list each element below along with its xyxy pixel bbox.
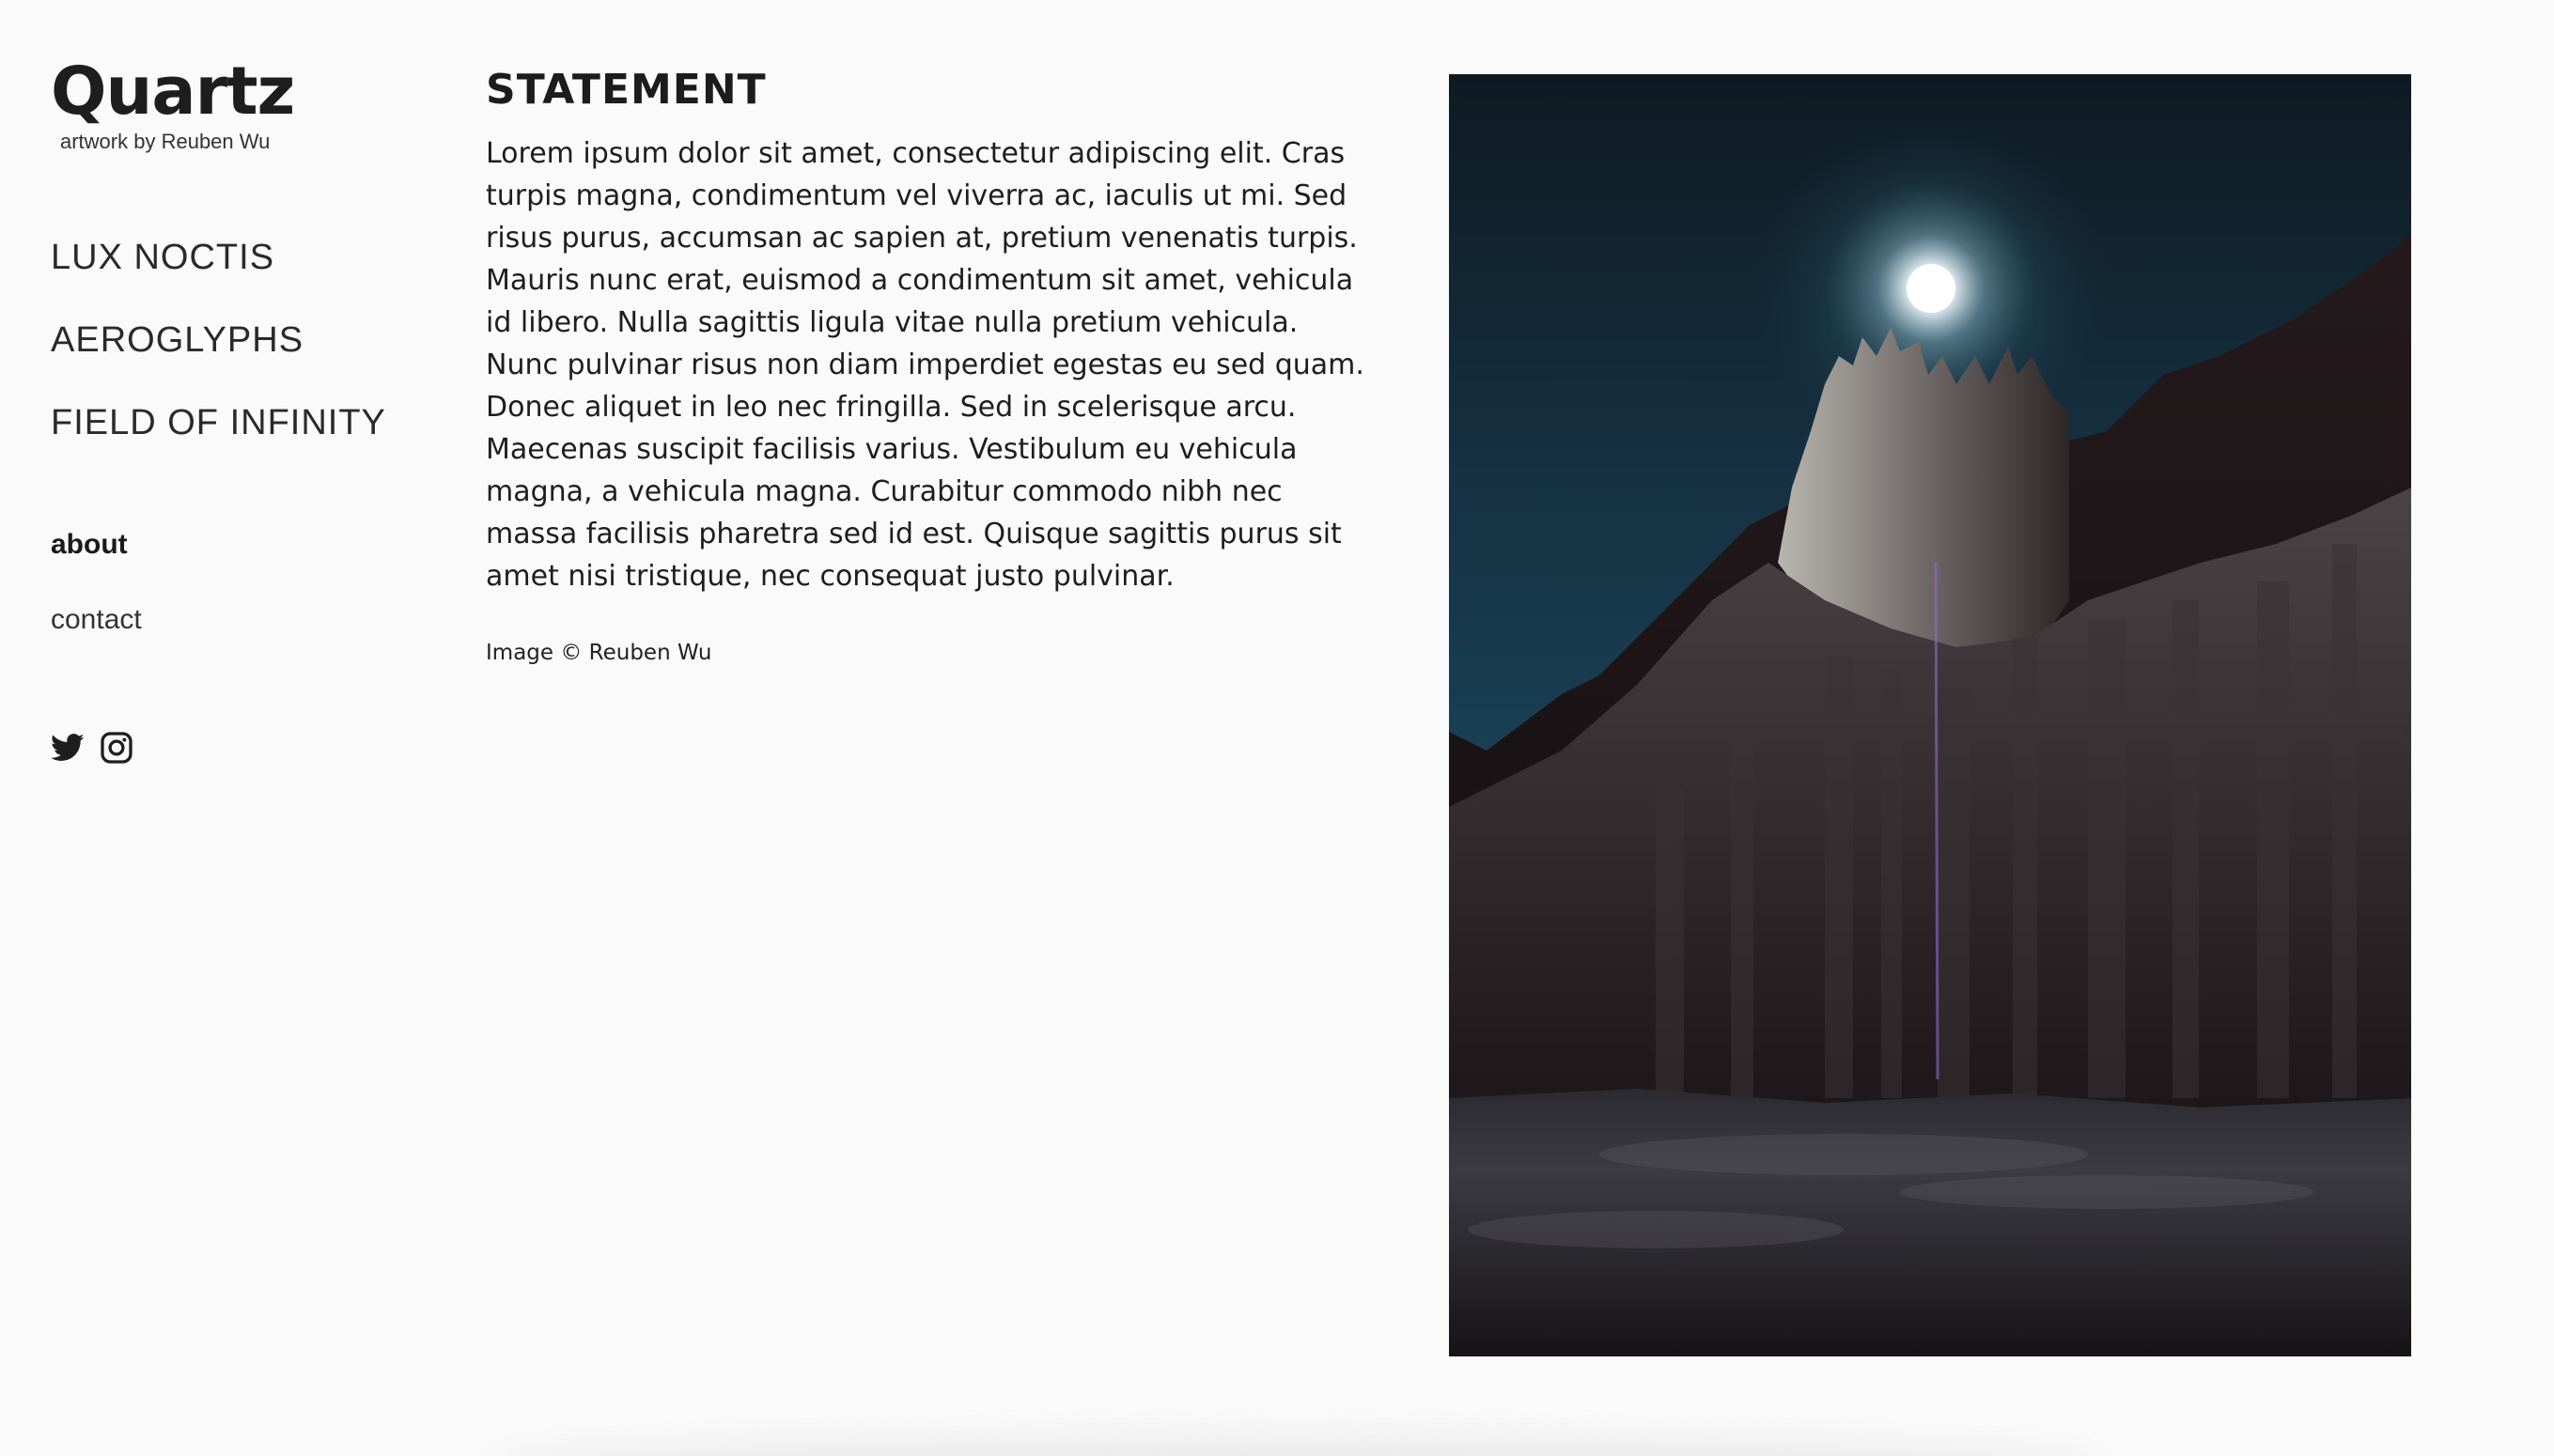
site-title[interactable]: Quartz <box>51 53 295 130</box>
statement-section <box>486 66 1383 665</box>
instagram-link[interactable] <box>100 731 133 765</box>
instagram-icon <box>100 731 133 765</box>
artwork-image <box>1449 74 2411 1356</box>
statement-text: Lorem ipsum dolor sit amet, consectetur adipiscing elit. Cras turpis magna, condimentum vel viverra ac, iaculis ut mi. Sed risus purus, accumsan ac sapien at, pretium venenatis turpis. Mauris nunc erat, euismod a condimentum sit amet, vehicula id libero. Nulla sagittis ligula vitae nulla pretium vehicula. Nunc pulvinar risus non diam imperdiet egestas eu sed quam. Donec aliquet in leo nec fringilla. Sed in scelerisque arcu. Maecenas suscipit facilisis varius. Vestibulum eu vehicula magna, a vehicula magna. Curabitur commodo nibh nec massa facilisis pharetra sed id est. Quisque sagittis purus sit amet nisi tristique, nec consequat justo pulvinar. <box>486 136 1364 593</box>
bottom-shadow <box>489 1437 2103 1456</box>
twitter-link[interactable] <box>51 731 85 765</box>
nav-item-contact[interactable]: contact <box>51 604 142 635</box>
nav-item-about[interactable]: about <box>51 529 128 560</box>
twitter-icon <box>51 733 85 763</box>
site-subtitle: artwork by Reuben Wu <box>60 130 271 153</box>
statement-heading: STATEMENT <box>486 66 767 114</box>
nav-item-field-of-infinity[interactable]: FIELD OF INFINITY <box>51 403 386 442</box>
nav-item-lux-noctis[interactable]: LUX NOCTIS <box>51 238 275 277</box>
sidebar <box>51 47 445 635</box>
moonlit-rock-spires-illustration <box>1449 74 2411 1356</box>
image-credit: Image © Reuben Wu <box>486 640 712 665</box>
secondary-nav <box>51 524 142 674</box>
primary-nav <box>51 233 386 481</box>
social-links <box>51 731 133 765</box>
nav-item-aeroglyphs[interactable]: AEROGLYPHS <box>51 320 304 360</box>
